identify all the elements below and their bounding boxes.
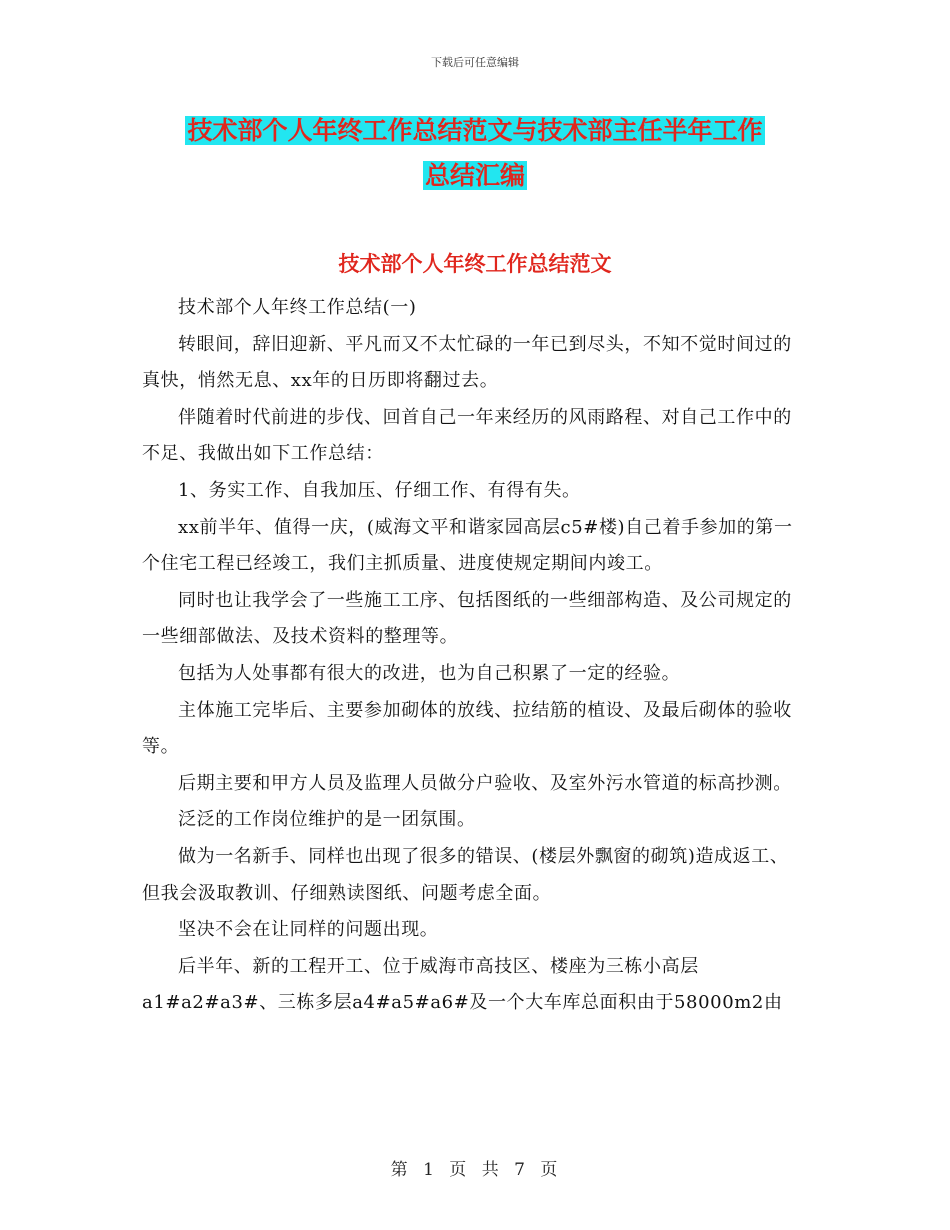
paragraph: 做为一名新手、同样也出现了很多的错误、(楼层外飘窗的砌筑)造成返工、但我会汲取教训、仔细熟读图纸、问题考虑全面。 <box>142 845 789 904</box>
paragraph: 包括为人处事都有很大的改进，也为自己积累了一定的经验。 <box>178 662 681 684</box>
paragraph: 转眼间，辞旧迎新、平凡而又不太忙碌的一年已到尽头，不知不觉时间过的真快，悄然无息、xx年的日历即将翻过去。 <box>142 333 792 392</box>
document-title-line-1 <box>0 111 950 151</box>
document-title-text-2: 总结汇编 <box>424 161 525 190</box>
body-text <box>142 290 802 1022</box>
paragraph: xx前半年、值得一庆，(威海文平和谐家园高层c5#楼)自己着手参加的第一个住宅工程已经竣工，我们主抓质量、进度使规定期间内竣工。 <box>142 516 793 575</box>
paragraph: 后期主要和甲方人员及监理人员做分户验收、及室外污水管道的标高抄测。 <box>178 772 792 794</box>
paragraph: 同时也让我学会了一些施工工序、包括图纸的一些细部构造、及公司规定的一些细部做法、及技术资料的整理等。 <box>142 589 792 648</box>
section-title: 技术部个人年终工作总结范文 <box>338 252 612 276</box>
header-note: 下载后可任意编辑 <box>431 56 519 69</box>
paragraph: 技术部个人年终工作总结(一) <box>178 297 417 318</box>
paragraph: 主体施工完毕后、主要参加砌体的放线、拉结筋的植设、及最后砌体的验收等。 <box>142 699 792 758</box>
document-title-text-1: 技术部个人年终工作总结范文与技术部主任半年工作 <box>187 116 763 145</box>
paragraph: 1、务实工作、自我加压、仔细工作、有得有失。 <box>178 479 581 501</box>
page-footer: 第 1 页 共 7 页 <box>390 1160 560 1180</box>
paragraph: 伴随着时代前进的步伐、回首自己一年来经历的风雨路程、对自己工作中的不足、我做出如下工作总结： <box>142 406 792 465</box>
paragraph: 后半年、新的工程开工、位于威海市高技区、楼座为三栋小高层a1#a2#a3#、三栋多层a4#a5#a6#及一个大车库总面积由于58000m2由 <box>142 955 783 1014</box>
document-title-line-2 <box>0 156 950 196</box>
paragraph: 坚决不会在让同样的问题出现。 <box>178 919 439 941</box>
paragraph: 泛泛的工作岗位维护的是一团氛围。 <box>178 809 476 831</box>
